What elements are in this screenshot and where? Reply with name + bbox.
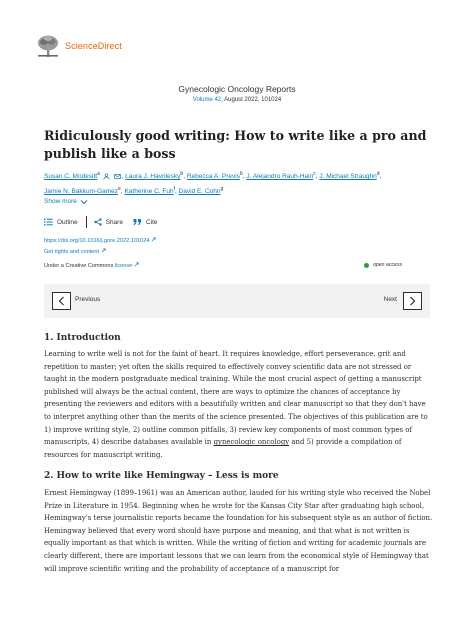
share-label: Share bbox=[105, 218, 123, 226]
next-label[interactable]: Next bbox=[383, 296, 397, 303]
person-icon[interactable] bbox=[103, 173, 110, 180]
journal-name-link[interactable]: Gynecologic Oncology Reports bbox=[178, 84, 296, 94]
doi-text: https://doi.org/10.1016/j.gore.2022.101024 bbox=[44, 238, 150, 244]
volume-date: , August 2022, 101024 bbox=[221, 97, 282, 103]
external-link-icon bbox=[134, 262, 139, 267]
volume-info bbox=[0, 97, 474, 103]
volume-link[interactable]: Volume 42 bbox=[192, 97, 222, 103]
share-button[interactable] bbox=[94, 218, 123, 226]
license-prefix: Under a Creative Commons bbox=[44, 263, 115, 269]
toolbar-divider bbox=[86, 216, 87, 228]
author-link[interactable]: Katherine C. Fuh bbox=[124, 188, 174, 196]
brand-name: ScienceDirect bbox=[65, 41, 122, 51]
intro-text: Learning to write well is not for the faint of heart. It requires knowledge, effort perseverance, grit and repetition to master; yet often the skills required to effectively convey scientific data are not stressed or taught in the modern postgraduate medical training. While the most crucial aspect of getting a manuscript published will always be the actual content, there are ways to optimize the chances of acceptance by presenting the reviewers and editors with a beautifully written and clear manuscript so that they don't have to interpret anything other than the merits of the science presented. The objectives of this publication are to 1) improve writing style, 2) outline common pitfalls, 3) review key components of most common types of manuscripts, 4) describe databases available in bbox=[44, 350, 428, 447]
affiliation-sup[interactable]: b bbox=[180, 171, 184, 177]
affiliation-sup[interactable]: f bbox=[173, 186, 175, 193]
previous-button[interactable] bbox=[52, 292, 71, 310]
chevron-down-icon bbox=[80, 199, 88, 205]
open-access-dot-icon bbox=[364, 263, 369, 268]
gynecologic-oncology-link[interactable]: gynecologic oncology bbox=[213, 438, 290, 447]
show-more-button[interactable] bbox=[44, 198, 88, 205]
share-icon bbox=[94, 218, 102, 226]
author-link[interactable]: J. Michael Straughn bbox=[319, 173, 377, 181]
license-info bbox=[44, 262, 139, 269]
email-icon[interactable] bbox=[114, 173, 121, 180]
author-link[interactable]: Jamie N. Bakkum-Gamez bbox=[44, 188, 119, 196]
doi-link[interactable] bbox=[44, 237, 156, 244]
license-link[interactable]: license bbox=[114, 263, 133, 269]
affiliation-sup[interactable]: e bbox=[118, 186, 121, 193]
show-more-label: Show more bbox=[44, 198, 77, 205]
external-link-icon bbox=[101, 248, 106, 253]
list-icon bbox=[44, 218, 53, 226]
article-title: Ridiculously good writing: How to write like a pro and publish like a boss bbox=[44, 128, 427, 161]
section-heading-hemingway: 2. How to write like Hemingway – Less is more bbox=[44, 471, 279, 481]
hemingway-paragraph: Ernest Hemingway (1899–1961) was an American author, lauded for his writing style who received the Nobel Prize in Literature in 1954. Beginning when he wrote for the Kansas City Star after graduating high school, Hemingway's terse journalistic reports became the foundation for his subsequent style as an author of fiction. Hemingway believed that every word should have purpose and meaning, and that what is not written is equally important as that which is written. While the writing of fiction and writing for academic journals are clearly different, there are important lessons that we can learn from the economical style of Hemingway that will improve scientific writing and the probability of acceptance of a manuscript for bbox=[44, 489, 433, 573]
rights-link[interactable] bbox=[44, 248, 106, 255]
sciencedirect-logo[interactable] bbox=[36, 34, 122, 58]
external-link-icon bbox=[151, 237, 156, 242]
author-list: Susan C. Modesitt$^a$ , Laura J. Havrilesky$^b$, Rebecca A. Previs$^b$, J. Alejandro Rauh-Hain$^c$, J. Michael Straughn$^d$, Jamie N. Bakkum-Gamez$^e$, Katherine C. Fuh$^f$, David E. Cohn$^g$ bbox=[44, 171, 382, 196]
next-button[interactable] bbox=[403, 292, 422, 310]
affiliation-sup[interactable]: g bbox=[220, 186, 224, 193]
rights-text: Get rights and content bbox=[44, 249, 100, 255]
elsevier-tree-icon bbox=[36, 34, 60, 58]
cite-label: Cite bbox=[145, 218, 158, 226]
open-access-badge bbox=[364, 262, 402, 268]
outline-button[interactable] bbox=[44, 218, 78, 226]
open-access-label: open access bbox=[373, 262, 403, 268]
affiliation-sup[interactable]: b bbox=[239, 171, 243, 177]
introduction-paragraph bbox=[44, 348, 434, 461]
cite-button[interactable] bbox=[133, 218, 158, 226]
affiliation-sup[interactable]: c bbox=[313, 171, 316, 177]
chevron-left-icon bbox=[58, 296, 65, 306]
author-link[interactable]: J. Alejandro Rauh-Hain bbox=[246, 173, 314, 181]
section-heading-introduction: 1. Introduction bbox=[44, 333, 121, 343]
author-link[interactable]: Laura J. Havrilesky bbox=[125, 173, 181, 181]
author-link[interactable]: Rebecca A. Previs bbox=[186, 173, 240, 181]
outline-label: Outline bbox=[57, 218, 78, 226]
previous-label[interactable]: Previous bbox=[75, 296, 101, 303]
author-link[interactable]: David E. Cohn bbox=[178, 188, 221, 196]
author-link[interactable]: Susan C. Modesitt bbox=[44, 173, 98, 181]
chevron-right-icon bbox=[409, 296, 416, 306]
affiliation-sup[interactable]: d bbox=[376, 171, 380, 177]
affiliation-sup[interactable]: a bbox=[97, 171, 100, 177]
quote-icon bbox=[133, 218, 142, 226]
article-toolbar bbox=[44, 216, 158, 228]
intro-text-end: and 5) provide a compilation of resources for manuscript writing. bbox=[44, 438, 402, 459]
article-navigation bbox=[44, 284, 430, 318]
